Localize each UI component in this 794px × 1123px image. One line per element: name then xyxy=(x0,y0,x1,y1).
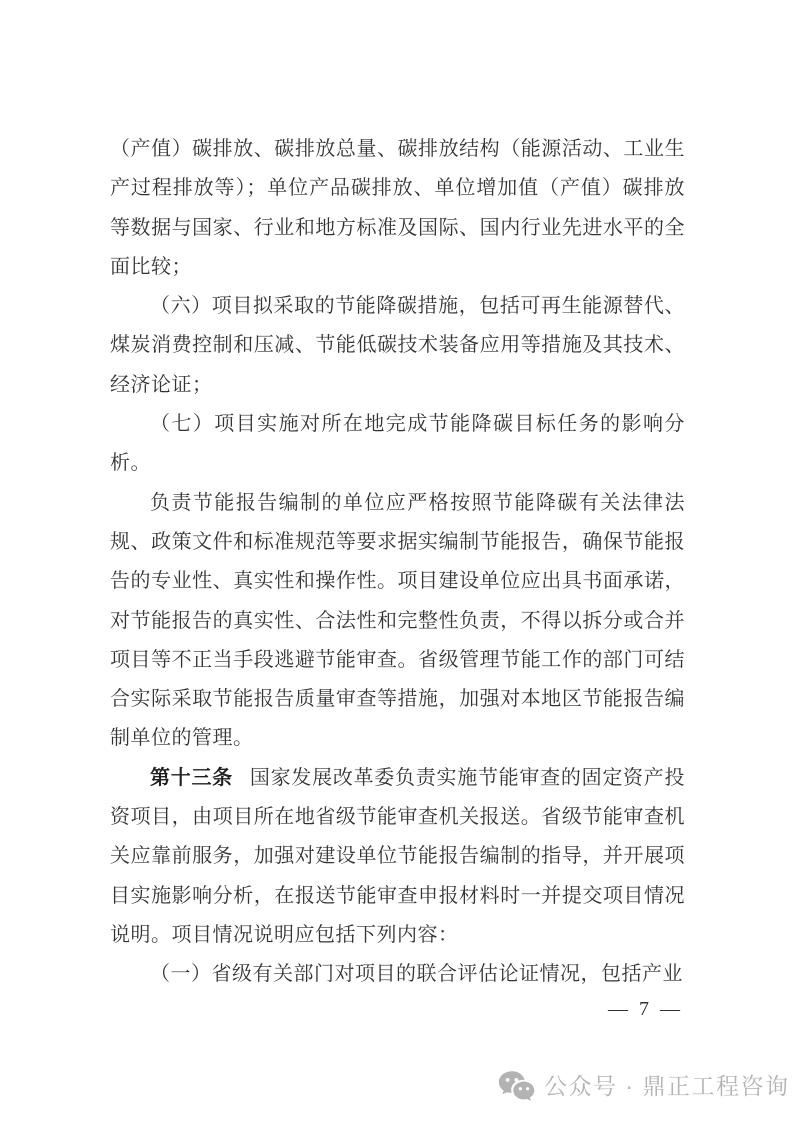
document-body xyxy=(110,130,685,995)
article-13-body-text: 国家发展改革委负责实施节能审查的固定资产投资项目，由项目所在地省级节能审查机关报送。省级节能审查机关应靠前服务，加强对建设单位节能报告编制的指导，并开展项目实施影响分析，在报送节能审查申报材料时一并提交项目情况说明。项目情况说明应包括下列内容： xyxy=(110,766,686,946)
article-13-number-label: 第十三条 xyxy=(150,766,233,789)
footer-brand-label: 公众号 · 鼎正工程咨询 xyxy=(544,1073,790,1099)
paragraph-report-compilation-duty: 负责节能报告编制的单位应严格按照节能降碳有关法律法规、政策文件和标准规范等要求据实编制节能报告，确保节能报告的专业性、真实性和操作性。项目建设单位应出具书面承诺，对节能报告的真实性、合法性和完整性负责，不得以拆分或合并项目等不正当手段逃避节能审查。省级管理节能工作的部门可结合实际采取节能报告质量审查等措施，加强对本地区节能报告编制单位的管理。 xyxy=(110,491,685,750)
wechat-icon xyxy=(498,1070,535,1103)
paragraph-item-1-joint-evaluation: （一）省级有关部门对项目的联合评估论证情况，包括产业 xyxy=(150,963,683,986)
footer-watermark xyxy=(498,1069,789,1103)
page-number: — 7 — xyxy=(608,998,683,1020)
paragraph-article-13 xyxy=(110,759,685,955)
paragraph-carbon-emission-comparison: （产值）碳排放、碳排放总量、碳排放结构（能源活动、工业生产过程排放等）；单位产品碳排放、单位增加值（产值）碳排放等数据与国家、行业和地方标准及国际、国内行业先进水平的全面比较； xyxy=(110,138,685,278)
paragraph-item-6-measures: （六）项目拟采取的节能降碳措施，包括可再生能源替代、煤炭消费控制和压减、节能低碳技术装备应用等措施及其技术、经济论证； xyxy=(110,295,685,396)
paragraph-item-7-impact-analysis: （七）项目实施对所在地完成节能降碳目标任务的影响分析。 xyxy=(110,413,685,475)
